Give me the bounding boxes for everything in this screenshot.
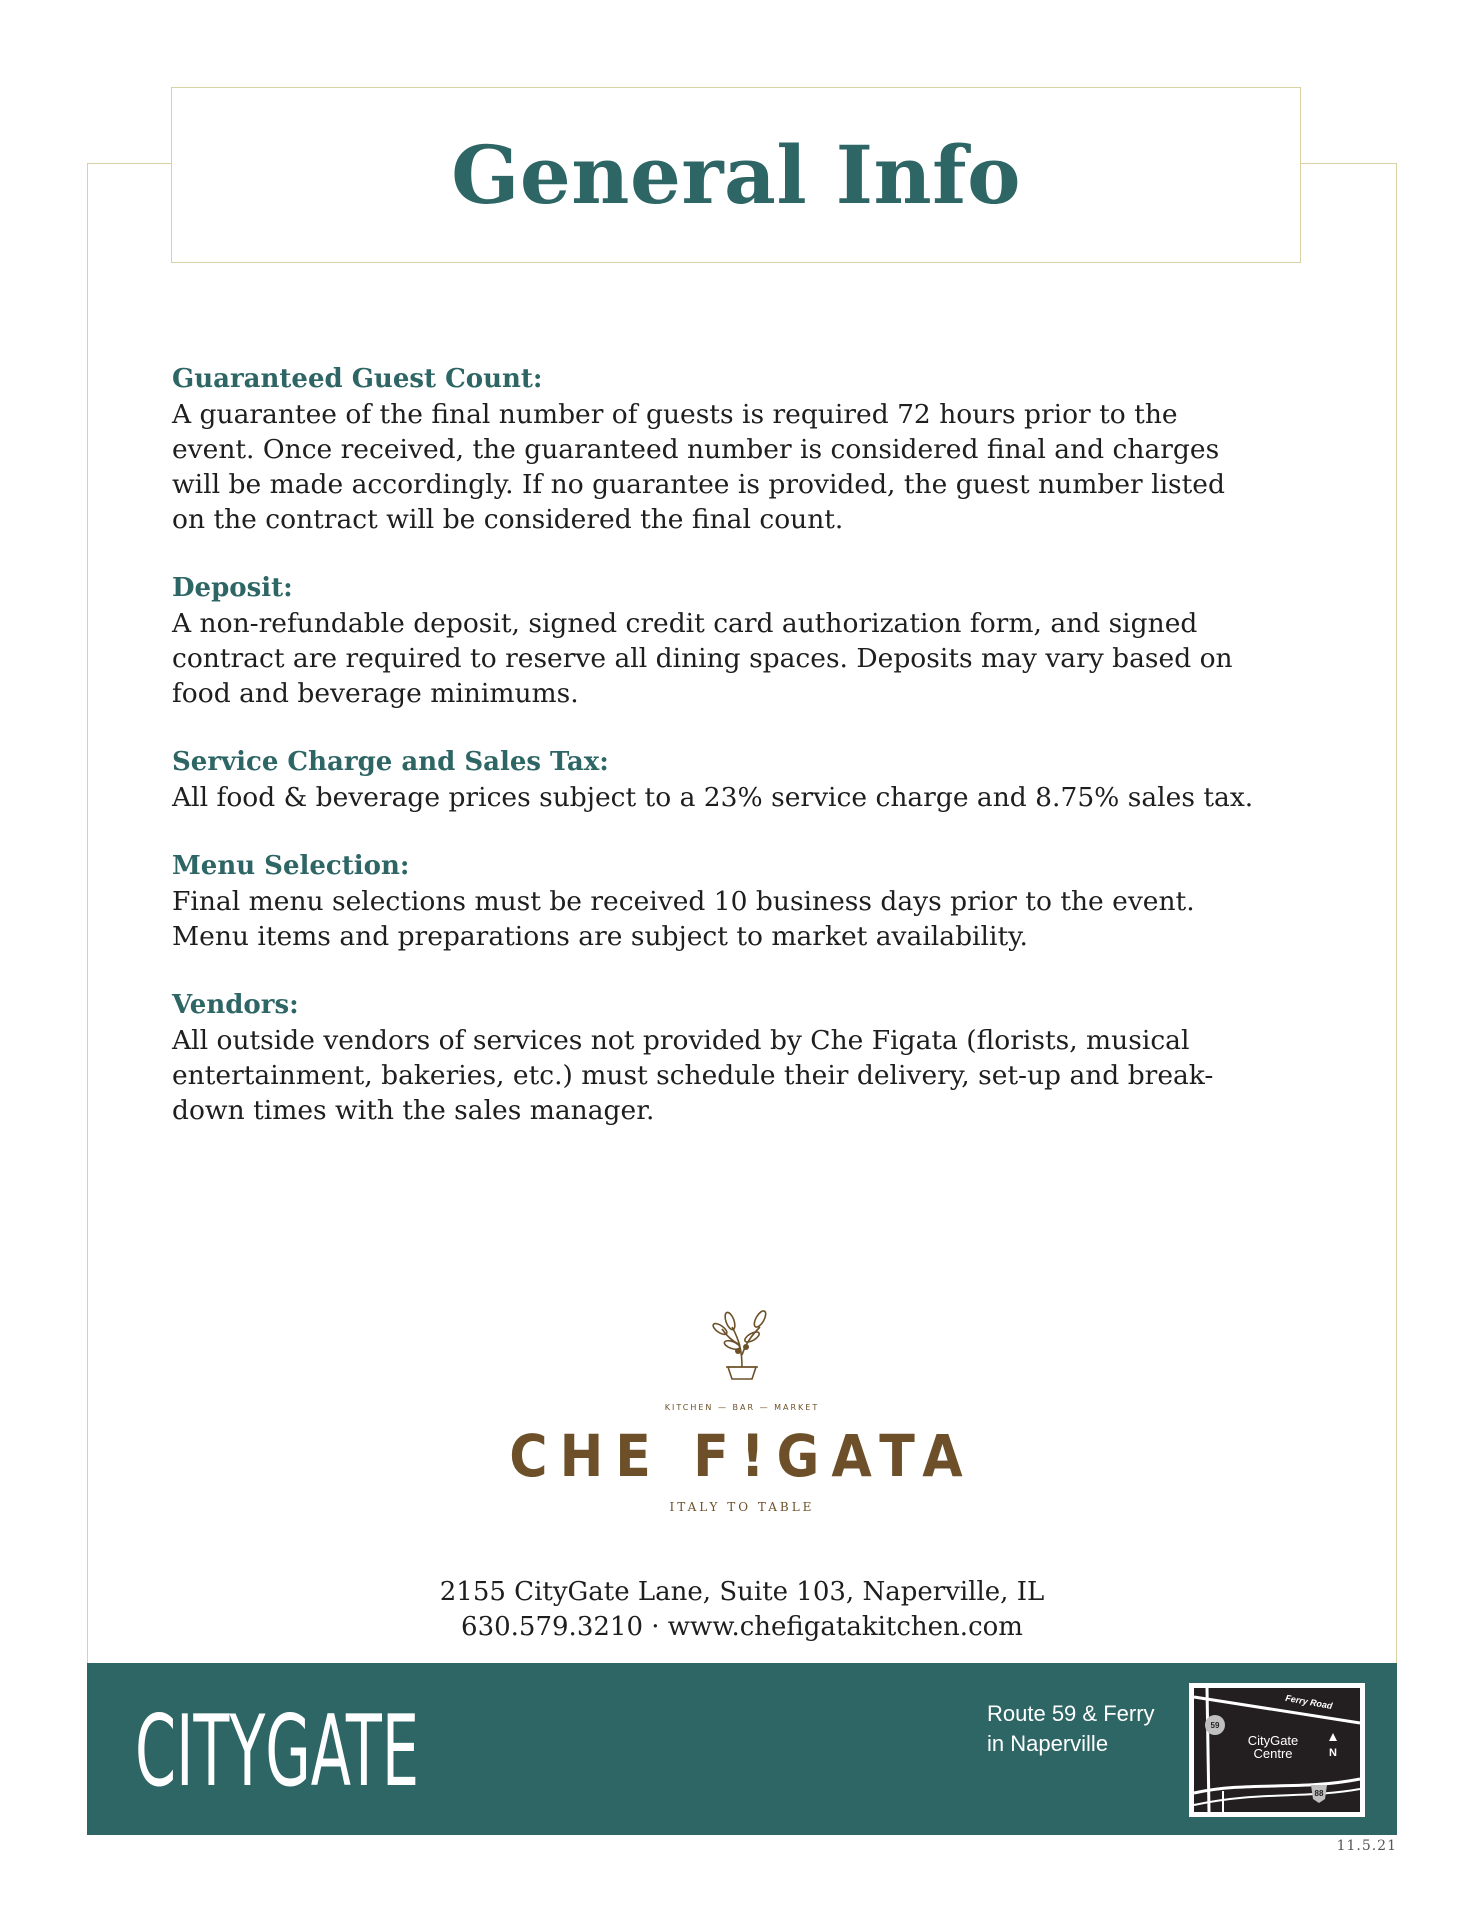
section-guest-count [172,362,1292,537]
logo-tagline-top: KITCHEN — BAR — MARKET [664,1403,820,1412]
svg-text:88: 88 [1314,1789,1324,1798]
page-title: General Info [451,128,1021,222]
revision-date: 11.5.21 [1336,1838,1397,1854]
svg-text:59: 59 [1210,1721,1220,1730]
logo-tagline-bottom: ITALY TO TABLE [669,1500,815,1514]
phone-web-line: 630.579.3210 · www.chefigatakitchen.com [461,1612,1023,1642]
plant-icon [702,1305,782,1385]
contact-block [0,1575,1484,1645]
section-heading: Service Charge and Sales Tax: [172,747,609,777]
title-box [171,87,1301,263]
section-text: Final menu selections must be received 10 business days prior to the event. Menu items and preparations are subject to market availability. [172,886,1195,952]
section-text: All food & beverage prices subject to a 23% service charge and 8.75% sales tax. [172,782,1254,813]
svg-text:Ferry Road: Ferry Road [1284,1692,1334,1712]
route-line: in Naperville [987,1731,1109,1756]
section-menu-selection [172,849,1292,954]
citygate-logo [135,1695,425,1809]
section-heading: Deposit: [172,573,293,603]
address-line: 2155 CityGate Lane, Suite 103, Naperville, IL [439,1577,1045,1607]
section-text: A guarantee of the final number of guests is required 72 hours prior to the event. Once received, the guaranteed number is considered final and charges will be made accordingly. If no guarantee is provided, the guest number listed on the contract will be considered the final count. [172,399,1225,535]
info-content [172,362,1292,1162]
svg-text:Centre: Centre [1253,1746,1293,1761]
che-figata-logo [0,1305,1484,1514]
route-text [987,1699,1155,1759]
section-deposit [172,571,1292,711]
section-heading: Menu Selection: [172,851,410,881]
section-service-charge [172,745,1292,815]
section-heading: Vendors: [172,990,299,1020]
section-text: All outside vendors of services not provided by Che Figata (florists, musical entertainment, bakeries, etc.) must schedule their delivery, set-up and break- down times with the sales manager. [172,1025,1214,1126]
svg-text:N: N [1329,1747,1337,1759]
citygate-footer [87,1663,1397,1835]
brand-name: CHE F!GATA [509,1422,975,1490]
section-text: A non-refundable deposit, signed credit card authorization form, and signed contract are required to reserve all dining spaces. Deposits may vary based on food and beverage minimums. [172,608,1233,709]
route-line: Route 59 & Ferry [987,1701,1155,1726]
location-map [1189,1683,1365,1817]
section-heading: Guaranteed Guest Count: [172,364,543,394]
svg-text:CITYGATE: CITYGATE [135,1695,419,1809]
section-vendors [172,988,1292,1128]
svg-text:CityGate: CityGate [1247,1733,1299,1748]
